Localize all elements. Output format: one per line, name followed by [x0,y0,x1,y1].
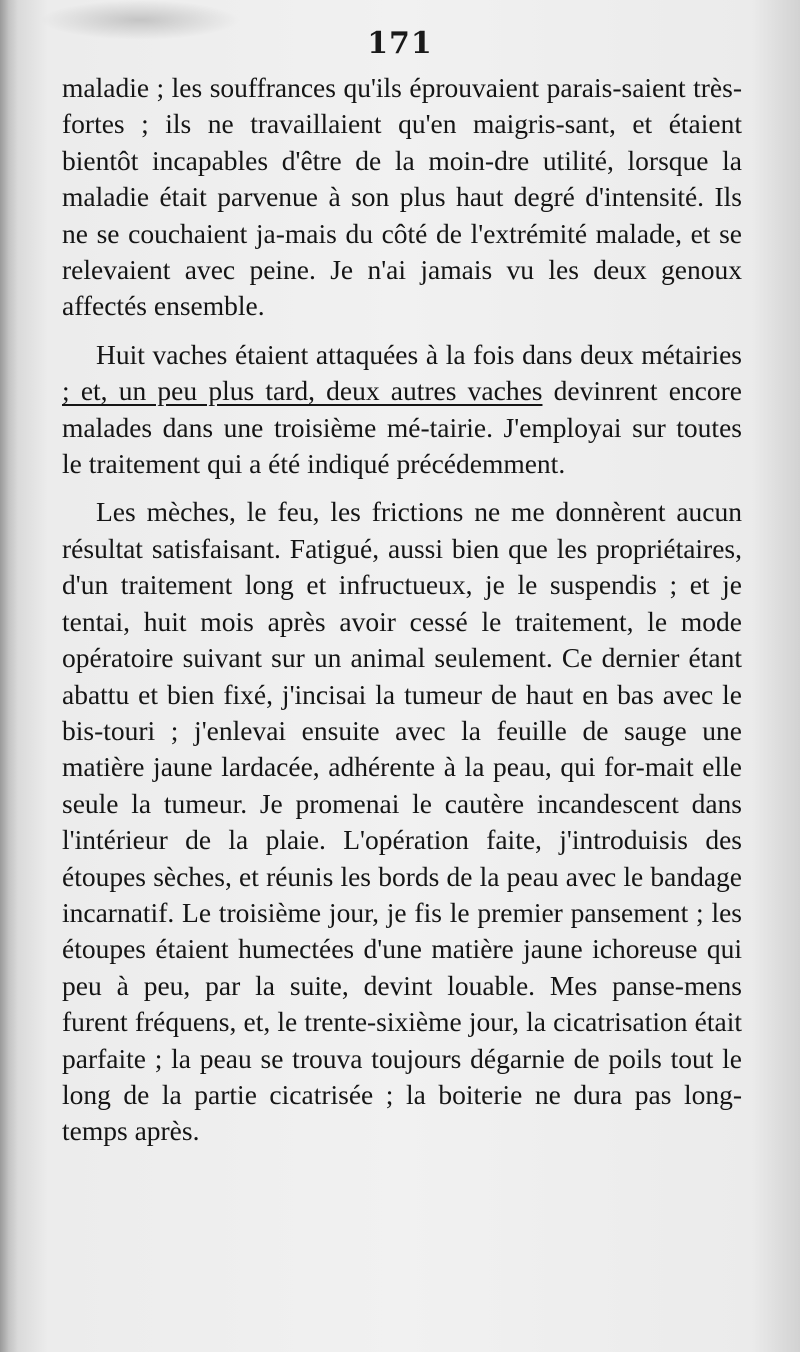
paragraph-2 [62,337,742,483]
paragraph-1: maladie ; les souffrances qu'ils éprouvaient parais-saient très-fortes ; ils ne travaillaient qu'en maigris-sant, et étaient bientôt incapables d'être de la moin-dre utilité, lorsque la maladie était parvenue à son plus haut degré d'intensité. Ils ne se couchaient ja-mais du côté de l'extrémité malade, et se relevaient avec peine. Je n'ai jamais vu les deux genoux affectés ensemble. [62,72,742,322]
paragraph-2-end: devinrent encore malades dans une troisième mé-tairie. J'employai sur toutes le traitement qui a été indiqué précédemment. [62,375,742,480]
body-text [62,70,742,1150]
paragraph-2-underlined: ; et, un peu plus tard, deux autres vaches [62,375,543,407]
page-number: 171 [367,26,433,61]
paragraph-3: Les mèches, le feu, les frictions ne me donnèrent aucun résultat satisfaisant. Fatigué, aussi bien que les propriétaires, d'un traitement long et infructueux, je le suspendis ; et je tentai, huit mois après avoir cessé le traitement, le mode opératoire suivant sur un animal seulement. Ce dernier étant abattu et bien fixé, j'incisai la tumeur de haut en bas avec le bis-touri ; j'enlevai ensuite avec la feuille de sauge une matière jaune lardacée, adhérente à la peau, qui for-mait elle seule la tumeur. Je promenai le cautère incandescent dans l'intérieur de la plaie. L'opération faite, j'introduisis des étoupes sèches, et réunis les bords de la peau avec le bandage incarnatif. Le troisième jour, je fis le premier pansement ; les étoupes étaient humectées d'une matière jaune ichoreuse qui peu à peu, par la suite, devint louable. Mes panse-mens furent fréquens, et, le trente-sixième jour, la cicatrisation était parfaite ; la peau se trouva toujours dégarnie de poils tout le long de la partie cicatrisée ; la boiterie ne dura pas long-temps après. [62,496,742,1147]
paragraph-2-start: Huit vaches étaient attaquées à la fois dans deux métairies [96,338,742,370]
page-gutter-shadow [0,0,18,1352]
